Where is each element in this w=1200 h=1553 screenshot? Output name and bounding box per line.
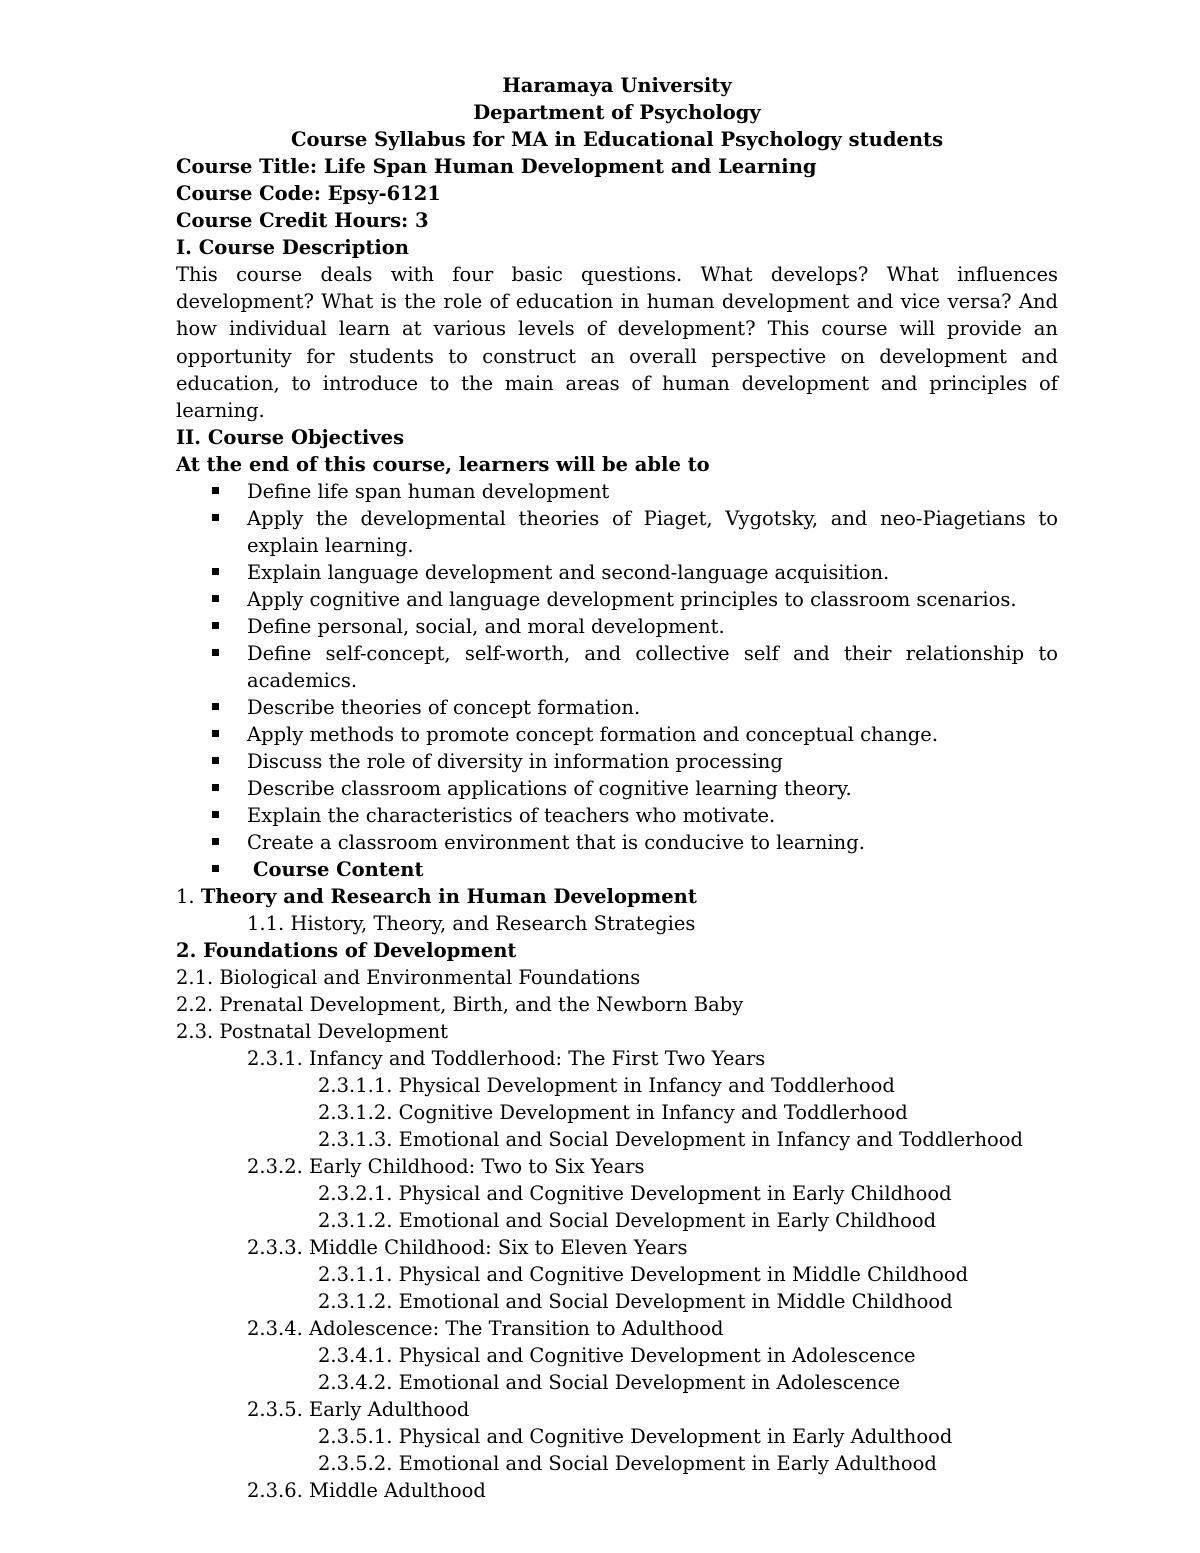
- objective-item: Create a classroom environment that is conducive to learning.: [176, 829, 1058, 856]
- section-2-heading: 2. Foundations of Development: [176, 939, 517, 963]
- section-2-3-4: 2.3.4. Adolescence: The Transition to Adulthood: [247, 1317, 724, 1341]
- objective-item: Explain the characteristics of teachers who motivate.: [176, 802, 1058, 829]
- description-heading: I. Course Description: [176, 236, 409, 259]
- objectives-intro: At the end of this course, learners will be able to: [176, 453, 710, 477]
- description-text: This course deals with four basic questions. What develops? What influences development? What is the role of education in human development and vice versa? And how individual learn at various levels of development? This course will provide an opportunity for students to construct an overall perspective on development and education, to introduce to the main areas of human development and principles of learning.: [176, 263, 1058, 423]
- objective-item: Discuss the role of diversity in information processing: [176, 748, 1058, 775]
- objective-item: Define life span human development: [176, 478, 1058, 505]
- course-content-heading: Course Content: [176, 856, 1058, 883]
- objective-item: Define personal, social, and moral development.: [176, 613, 1058, 640]
- section-1-heading: 1. Theory and Research in Human Development: [176, 885, 697, 909]
- section-2-3-6: 2.3.6. Middle Adulthood: [247, 1479, 486, 1503]
- objective-item: Describe classroom applications of cognitive learning theory.: [176, 775, 1058, 802]
- square-bullet-icon: [212, 784, 219, 791]
- section-2-3-1-2: 2.3.1.2. Cognitive Development in Infancy and Toddlerhood: [318, 1101, 908, 1125]
- section-2-3-4-2: 2.3.4.2. Emotional and Social Development in Adolescence: [318, 1371, 901, 1395]
- objective-item: Apply methods to promote concept formation and conceptual change.: [176, 721, 1058, 748]
- section-2-3-5-1: 2.3.5.1. Physical and Cognitive Development in Early Adulthood: [318, 1425, 953, 1449]
- section-2-3-2: 2.3.2. Early Childhood: Two to Six Years: [247, 1155, 645, 1179]
- square-bullet-icon: [212, 595, 219, 602]
- department-name: Department of Psychology: [473, 101, 761, 124]
- section-1-1: 1.1. History, Theory, and Research Strategies: [247, 912, 696, 936]
- section-2-3-3-1: 2.3.1.1. Physical and Cognitive Development in Middle Childhood: [318, 1263, 969, 1287]
- section-2-3-1: 2.3.1. Infancy and Toddlerhood: The First Two Years: [247, 1047, 766, 1071]
- square-bullet-icon: [212, 838, 219, 845]
- square-bullet-icon: [212, 487, 219, 494]
- course-code: Course Code: Epsy-6121: [176, 182, 441, 205]
- objectives-heading: II. Course Objectives: [176, 426, 405, 450]
- university-name: Haramaya University: [502, 74, 732, 97]
- section-2-3-1-3: 2.3.1.3. Emotional and Social Development in Infancy and Toddlerhood: [318, 1128, 1023, 1152]
- section-2-3-5-2: 2.3.5.2. Emotional and Social Development in Early Adulthood: [318, 1452, 937, 1476]
- square-bullet-icon: [212, 757, 219, 764]
- square-bullet-icon: [212, 865, 219, 872]
- square-bullet-icon: [212, 568, 219, 575]
- section-2-3-2-2: 2.3.1.2. Emotional and Social Development in Early Childhood: [318, 1209, 937, 1233]
- course-credit-hours: Course Credit Hours: 3: [176, 209, 429, 232]
- square-bullet-icon: [212, 730, 219, 737]
- square-bullet-icon: [212, 649, 219, 656]
- section-2-3: 2.3. Postnatal Development: [176, 1020, 449, 1044]
- objective-item: Describe theories of concept formation.: [176, 694, 1058, 721]
- section-2-3-5: 2.3.5. Early Adulthood: [247, 1398, 470, 1422]
- section-2-1: 2.1. Biological and Environmental Foundations: [176, 966, 641, 990]
- square-bullet-icon: [212, 514, 219, 521]
- section-2-3-3-2: 2.3.1.2. Emotional and Social Development in Middle Childhood: [318, 1290, 953, 1314]
- objective-item: Apply cognitive and language development principles to classroom scenarios.: [176, 586, 1058, 613]
- square-bullet-icon: [212, 811, 219, 818]
- square-bullet-icon: [212, 703, 219, 710]
- section-2-2: 2.2. Prenatal Development, Birth, and the Newborn Baby: [176, 993, 744, 1017]
- section-2-3-2-1: 2.3.2.1. Physical and Cognitive Development in Early Childhood: [318, 1182, 952, 1206]
- objective-item: Explain language development and second-language acquisition.: [176, 559, 1058, 586]
- objective-item: Define self-concept, self-worth, and collective self and their relationship to academics.: [176, 640, 1058, 694]
- square-bullet-icon: [212, 622, 219, 629]
- objectives-list: [176, 478, 1058, 883]
- section-2-3-1-1: 2.3.1.1. Physical Development in Infancy and Toddlerhood: [318, 1074, 895, 1098]
- course-title: Course Title: Life Span Human Development and Learning: [176, 155, 817, 178]
- section-2-3-4-1: 2.3.4.1. Physical and Cognitive Development in Adolescence: [318, 1344, 916, 1368]
- objective-item: Apply the developmental theories of Piaget, Vygotsky, and neo-Piagetians to explain learning.: [176, 505, 1058, 559]
- syllabus-title: Course Syllabus for MA in Educational Psychology students: [290, 128, 944, 151]
- section-2-3-3: 2.3.3. Middle Childhood: Six to Eleven Years: [247, 1236, 688, 1260]
- syllabus-page: [176, 72, 1058, 1504]
